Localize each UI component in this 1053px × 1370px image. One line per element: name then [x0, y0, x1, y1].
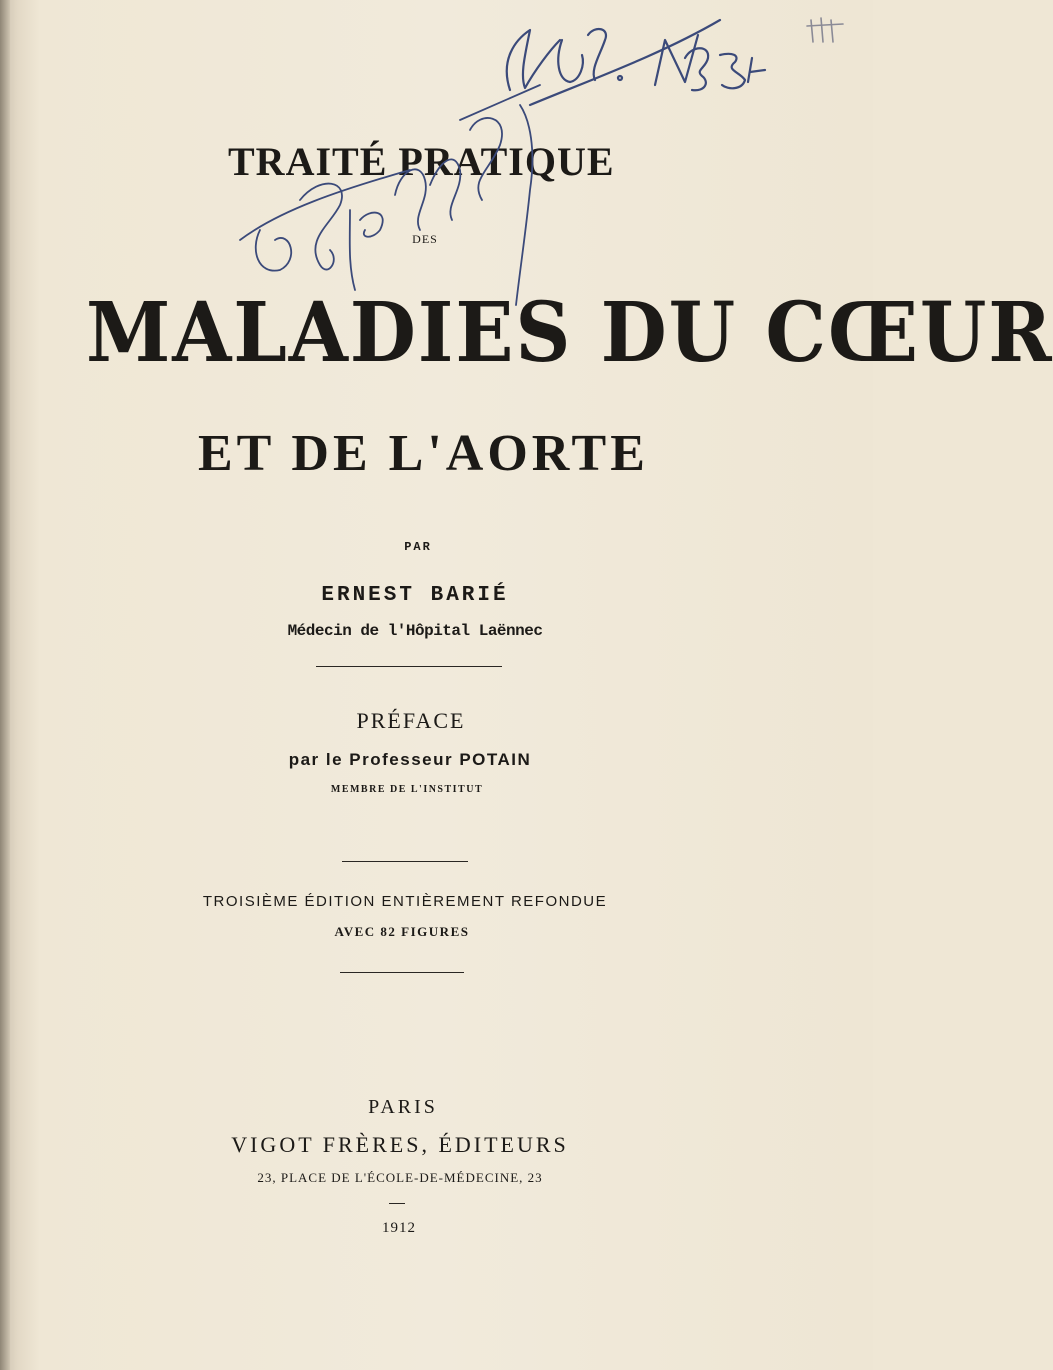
imprint-city: PARIS — [368, 1096, 438, 1118]
imprint-year: 1912 — [382, 1220, 416, 1236]
par-label: PAR — [404, 540, 432, 554]
handwritten-shelf-mark — [470, 10, 790, 120]
divider-rule-2 — [342, 861, 468, 862]
book-gutter — [0, 0, 10, 1370]
preface-heading: PRÉFACE — [356, 708, 466, 733]
imprint-publisher: VIGOT FRÈRES, ÉDITEURS — [231, 1132, 569, 1157]
author-role: Médecin de l'Hôpital Laënnec — [287, 622, 543, 640]
subtitle: ET DE L'AORTE — [198, 425, 649, 482]
handwritten-corner-mark — [805, 14, 849, 48]
imprint-address: 23, PLACE DE L'ÉCOLE-DE-MÉDECINE, 23 — [257, 1170, 543, 1185]
preface-membre: MEMBRE DE L'INSTITUT — [330, 784, 484, 795]
title-line-1: TRAITÉ PRATIQUE — [228, 139, 615, 184]
title-des: DES — [412, 232, 438, 246]
main-title: MALADIES DU CŒUR — [86, 285, 1053, 381]
figures-line: AVEC 82 FIGURES — [334, 924, 470, 939]
divider-rule-3 — [340, 972, 464, 973]
edition-line: TROISIÈME ÉDITION ENTIÈREMENT REFONDUE — [202, 893, 608, 910]
author-name: ERNEST BARIÉ — [321, 584, 509, 607]
divider-rule-4 — [389, 1203, 405, 1204]
preface-author: par le Professeur POTAIN — [288, 750, 532, 769]
divider-rule-1 — [316, 666, 502, 667]
